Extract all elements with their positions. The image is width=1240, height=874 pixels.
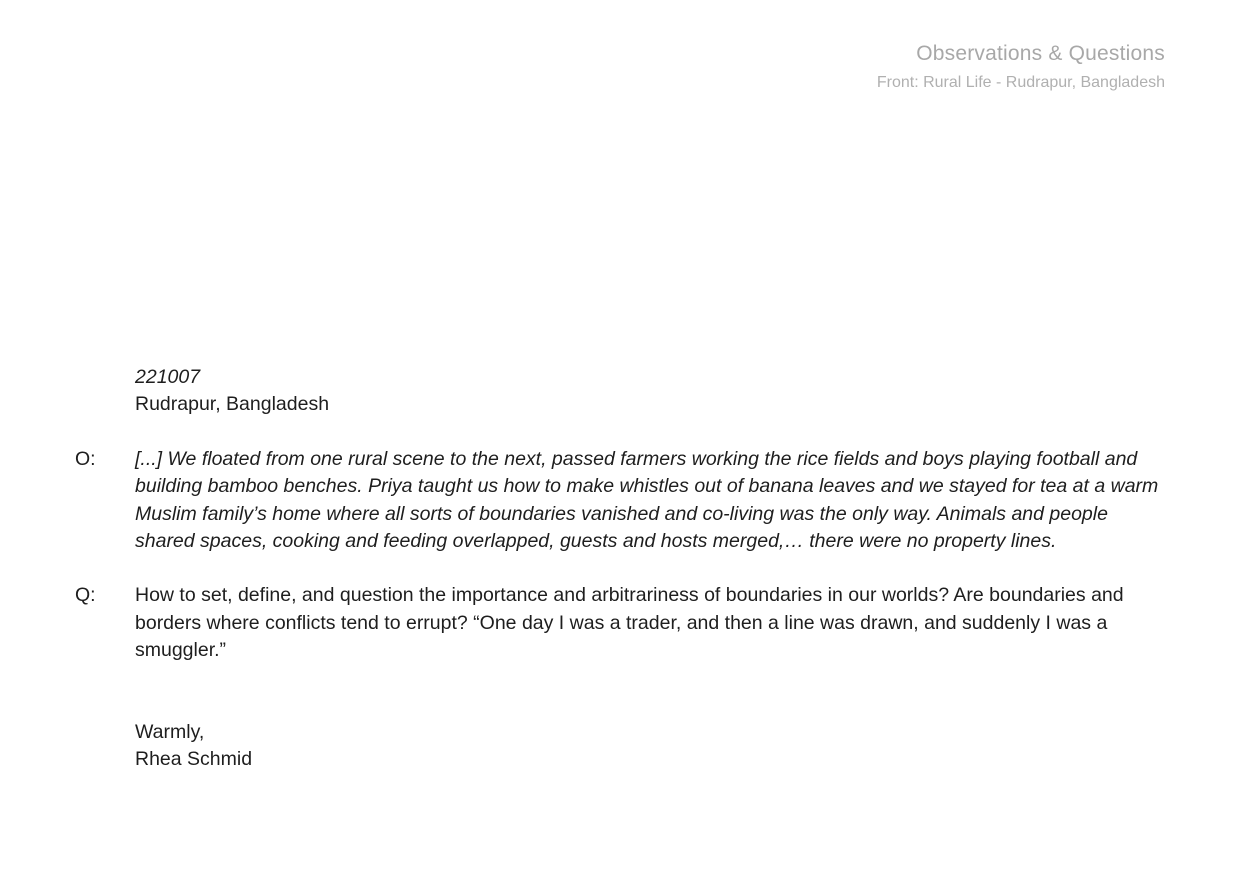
journal-entry (75, 364, 1165, 773)
page-header (877, 40, 1165, 94)
observation-text: [...] We floated from one rural scene to the next, passed farmers working the rice fields and boys playing football and building bamboo benches. Priya taught us how to make whistles out of banana leaves and we stayed for tea at a warm Muslim family’s home where all sorts of boundaries vanished and co-living was the only way. Animals and people shared spaces, cooking and feeding overlapped, guests and hosts merged,… there were no property lines. (135, 447, 1159, 553)
document-subtitle: Front: Rural Life - Rudrapur, Bangladesh (876, 74, 1165, 91)
closing-text: Warmly, (135, 720, 205, 743)
question-text: How to set, define, and question the importance and arbitrariness of boundaries in our worlds? Are boundaries and borders where conflicts tend to errupt? “One day I was a trader, and then a line was drawn, and suddenly I was a smuggler.” (135, 584, 1124, 662)
question-label: Q: (75, 584, 96, 607)
signoff-block (135, 719, 1165, 774)
observation-label: O: (75, 447, 96, 470)
entry-date: 221007 (135, 366, 201, 388)
question-block (75, 582, 1165, 664)
document-title: Observations & Questions (916, 42, 1165, 65)
observation-block (75, 446, 1165, 556)
entry-location: Rudrapur, Bangladesh (135, 393, 330, 416)
author-name: Rhea Schmid (135, 748, 253, 771)
